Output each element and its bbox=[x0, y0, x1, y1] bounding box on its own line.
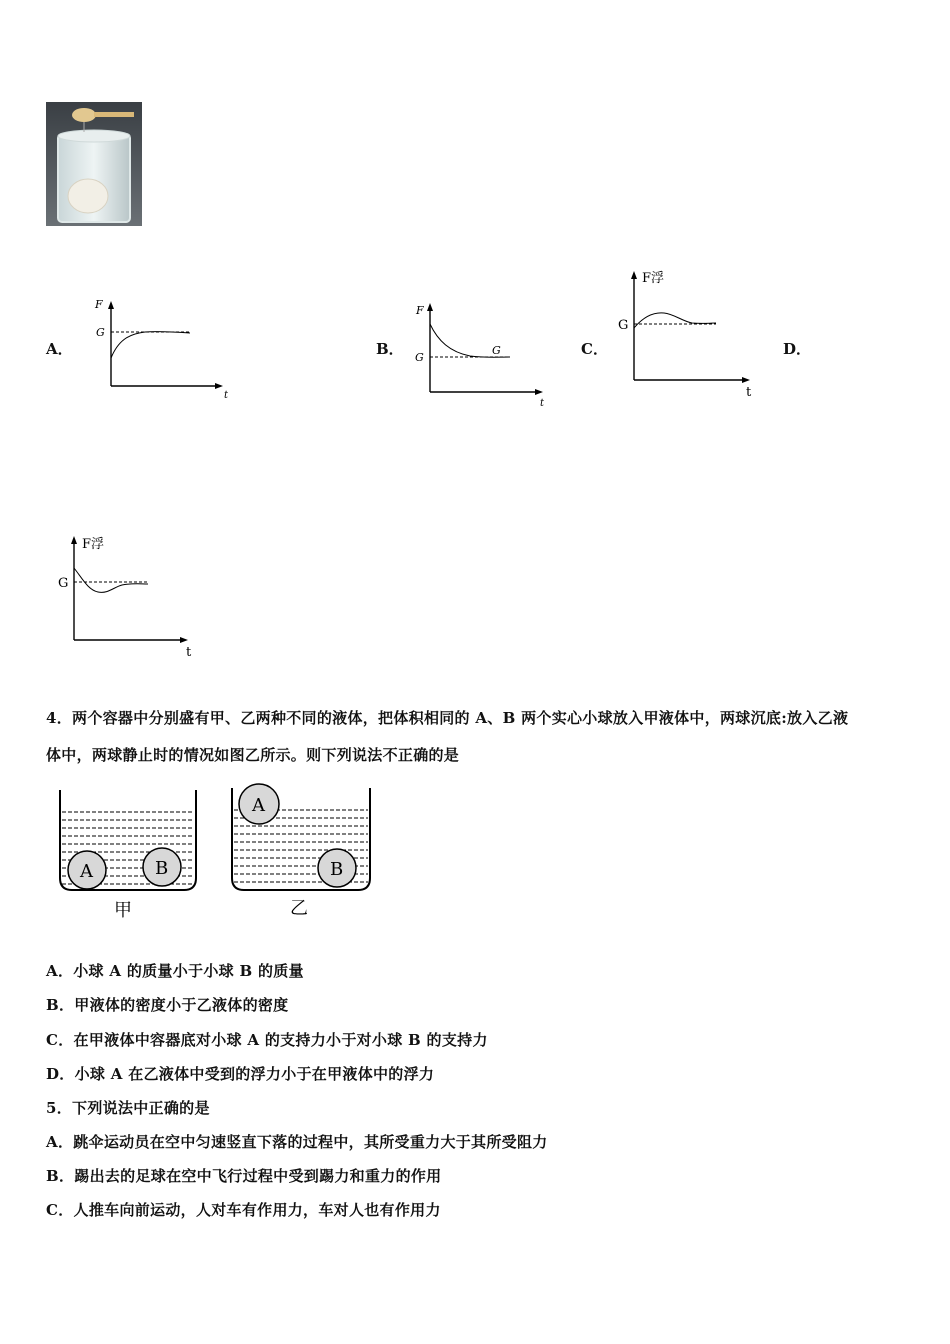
q3-d-x-label: t bbox=[186, 645, 192, 660]
ball-b-jia-label: B bbox=[155, 858, 169, 879]
ball-b-yi-label: B bbox=[330, 859, 344, 880]
q4-option-c: C．在甲液体中容器底对小球 A 的支持力小于对小球 B 的支持力 bbox=[46, 1031, 488, 1049]
caption-yi: 乙 bbox=[290, 898, 308, 919]
q4-option-d: D．小球 A 在乙液体中受到的浮力小于在甲液体中的浮力 bbox=[46, 1065, 435, 1083]
q4-container-figure bbox=[48, 776, 388, 926]
q3-a-x-label: t bbox=[224, 390, 229, 401]
q3-option-a-label: A． bbox=[46, 340, 73, 358]
q3-option-d-label: D． bbox=[783, 340, 812, 358]
q3-a-g-label: G bbox=[96, 326, 105, 339]
q5-option-a: A．跳伞运动员在空中匀速竖直下落的过程中，其所受重力大于其所受阻力 bbox=[46, 1133, 548, 1151]
q4-option-a: A．小球 A 的质量小于小球 B 的质量 bbox=[46, 962, 304, 980]
q5-option-c: C．人推车向前运动，人对车有作用力，车对人也有作用力 bbox=[46, 1201, 441, 1219]
q4-stem-line-1: 4．两个容器中分别盛有甲、乙两种不同的液体，把体积相同的 A、B 两个实心小球放入甲液体中，两球沉底:放入乙液 bbox=[46, 709, 849, 727]
container-jia bbox=[60, 790, 196, 921]
ball-a-jia-label: A bbox=[80, 861, 93, 882]
q4-stem-line-2: 体中，两球静止时的情况如图乙所示。则下列说法不正确的是 bbox=[46, 746, 460, 764]
q5-option-b: B．踢出去的足球在空中飞行过程中受到踢力和重力的作用 bbox=[46, 1167, 442, 1185]
q3-graph-d bbox=[52, 532, 202, 662]
q3-d-g-label: G bbox=[58, 576, 69, 591]
q3-graph-a bbox=[90, 296, 240, 402]
q3-a-y-label: F bbox=[95, 298, 103, 311]
q3-d-y-label: F浮 bbox=[82, 537, 105, 552]
q4-option-b: B．甲液体的密度小于乙液体的密度 bbox=[46, 996, 289, 1014]
q3-option-b-label: B． bbox=[376, 340, 404, 358]
container-yi bbox=[232, 784, 370, 919]
q3-option-c-label: C． bbox=[581, 340, 608, 358]
caption-jia: 甲 bbox=[114, 900, 132, 921]
q3-graph-b bbox=[410, 296, 560, 410]
q3-c-y-label: F浮 bbox=[642, 271, 665, 286]
q3-c-g-label: G bbox=[618, 318, 629, 333]
q3-b-x-label: t bbox=[540, 398, 545, 409]
q3-b-g-label: G bbox=[415, 351, 424, 364]
q3-c-x-label: t bbox=[746, 385, 752, 400]
q3-b-y-label: F bbox=[416, 304, 424, 317]
q3-graph-c bbox=[612, 266, 762, 400]
egg-glass-photo bbox=[46, 102, 142, 226]
ball-a-yi-label: A bbox=[252, 795, 265, 816]
q5-stem: 5．下列说法中正确的是 bbox=[46, 1099, 210, 1117]
q3-b-g-label-2: G bbox=[492, 344, 501, 357]
